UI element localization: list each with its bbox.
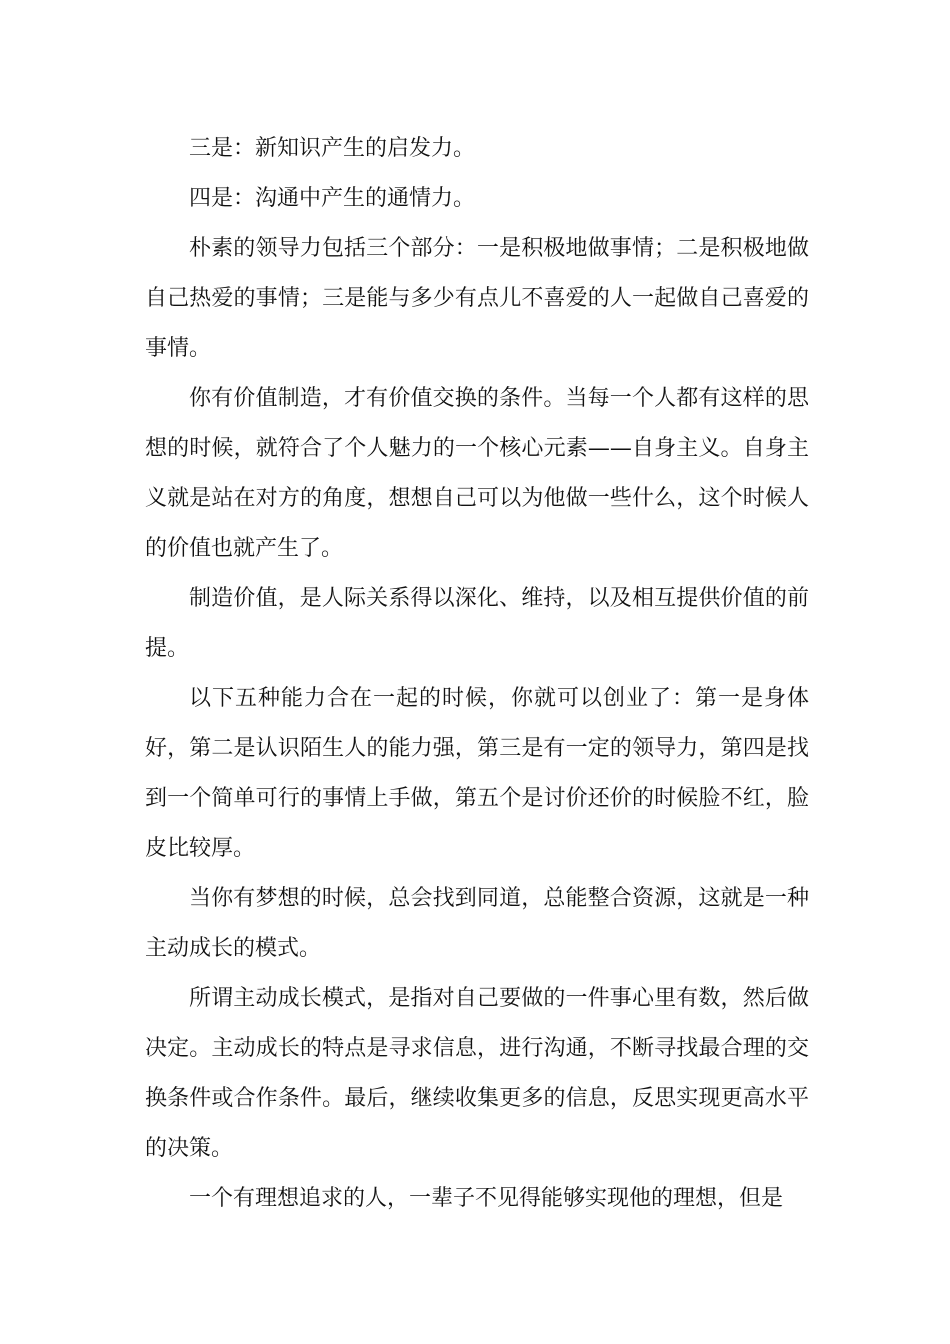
paragraph: 一个有理想追求的人，一辈子不见得能够实现他的理想，但是 (189, 1186, 784, 1211)
paragraph: 当你有梦想的时候，总会找到同道，总能整合资源，这就是一种主动成长的模式。 (145, 886, 809, 961)
paragraph: 以下五种能力合在一起的时候，你就可以创业了：第一是身体好，第二是认识陌生人的能力强，第三是有一定的领导力，第四是找到一个简单可行的事情上手做，第五个是讨价还价的时候脸不红，脸皮比较厚。 (145, 686, 809, 861)
paragraph: 朴素的领导力包括三个部分：一是积极地做事情；二是积极地做自己热爱的事情；三是能与多少有点儿不喜爱的人一起做自己喜爱的事情。 (145, 236, 809, 361)
paragraph: 所谓主动成长模式，是指对自己要做的一件事心里有数，然后做决定。主动成长的特点是寻求信息，进行沟通，不断寻找最合理的交换条件或合作条件。最后，继续收集更多的信息，反思实现更高水平的决策。 (145, 986, 809, 1161)
paragraph: 你有价值制造，才有价值交换的条件。当每一个人都有这样的思想的时候，就符合了个人魅力的一个核心元素——自身主义。自身主义就是站在对方的角度，想想自己可以为他做一些什么，这个时候人的价值也就产生了。 (145, 386, 809, 561)
document-body (145, 124, 809, 1224)
paragraph: 三是：新知识产生的启发力。 (189, 136, 476, 161)
paragraph: 四是：沟通中产生的通情力。 (189, 186, 476, 211)
paragraph: 制造价值，是人际关系得以深化、维持，以及相互提供价值的前提。 (145, 586, 809, 661)
